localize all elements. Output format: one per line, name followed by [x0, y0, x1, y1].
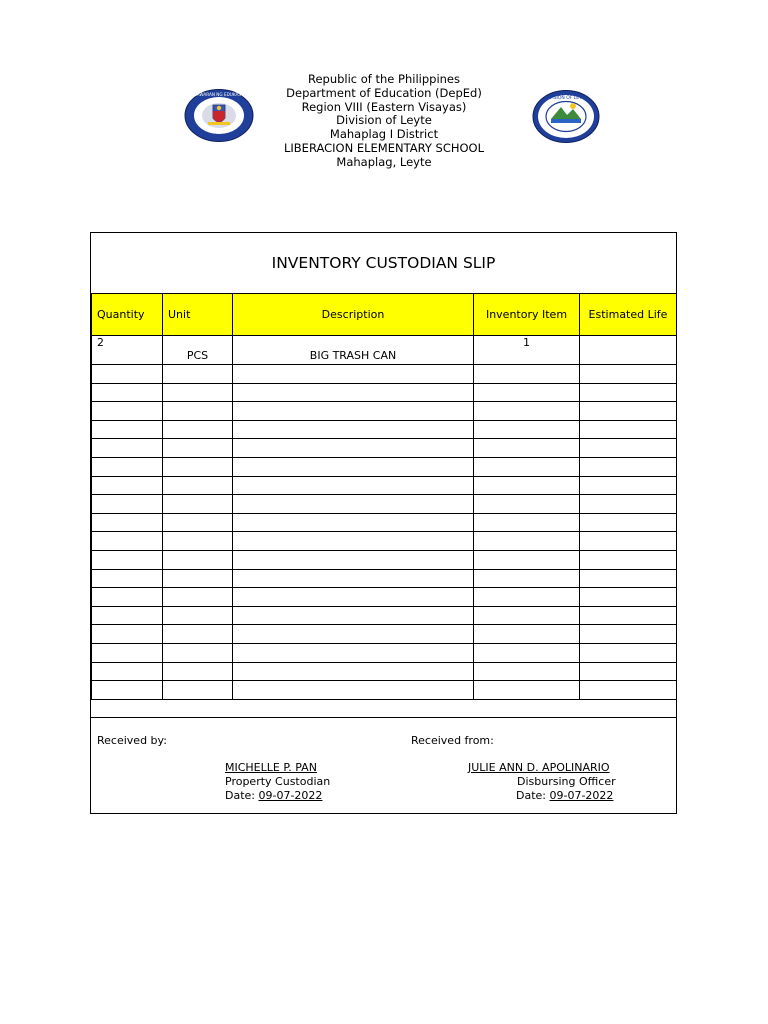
table-row: [92, 495, 677, 514]
empty-cell: [474, 606, 580, 625]
empty-cell: [233, 476, 474, 495]
empty-cell: [474, 420, 580, 439]
received-from-label: Received from:: [411, 734, 494, 747]
table-row: [92, 625, 677, 644]
column-header-estimated-life: Estimated Life: [580, 294, 677, 336]
empty-cell: [163, 625, 233, 644]
empty-cell: [580, 588, 677, 607]
empty-cell: [163, 550, 233, 569]
empty-cell: [233, 681, 474, 700]
table-row: [92, 402, 677, 421]
empty-cell: [474, 532, 580, 551]
empty-cell: [474, 588, 580, 607]
items-table: [91, 293, 677, 700]
empty-cell: [92, 402, 163, 421]
division-of-leyte-seal-icon: [531, 89, 601, 144]
empty-cell: [92, 625, 163, 644]
empty-cell: [163, 457, 233, 476]
empty-cell: [163, 439, 233, 458]
table-row: [92, 420, 677, 439]
table-row: [92, 681, 677, 700]
empty-cell: [163, 662, 233, 681]
empty-cell: [92, 681, 163, 700]
receiver-title: Property Custodian: [225, 775, 331, 788]
empty-cell: [92, 643, 163, 662]
empty-cell: [163, 532, 233, 551]
table-row: [92, 513, 677, 532]
empty-cell: [163, 420, 233, 439]
empty-cell: [92, 513, 163, 532]
empty-cell: [163, 513, 233, 532]
empty-cell: [92, 588, 163, 607]
empty-cell: [474, 365, 580, 384]
empty-cell: [92, 569, 163, 588]
empty-cell: [163, 402, 233, 421]
table-row: [92, 383, 677, 402]
deped-seal-icon: [183, 88, 255, 143]
header-line-school: LIBERACION ELEMENTARY SCHOOL: [283, 140, 485, 155]
cell-quantity: 2: [92, 336, 163, 365]
empty-cell: [580, 439, 677, 458]
letterhead: [0, 73, 768, 170]
empty-cell: [474, 457, 580, 476]
empty-cell: [233, 588, 474, 607]
table-row: [92, 532, 677, 551]
empty-cell: [233, 606, 474, 625]
table-row: [92, 588, 677, 607]
empty-cell: [580, 383, 677, 402]
column-header-unit: Unit: [163, 294, 233, 336]
empty-cell: [580, 476, 677, 495]
empty-cell: [233, 513, 474, 532]
empty-cell: [580, 457, 677, 476]
empty-cell: [92, 457, 163, 476]
empty-cell: [580, 625, 677, 644]
empty-cell: [92, 476, 163, 495]
signature-section: [91, 717, 676, 814]
empty-cell: [92, 439, 163, 458]
empty-cell: [474, 569, 580, 588]
cell-unit: PCS: [186, 349, 209, 362]
column-header-inventory-item: Inventory Item: [474, 294, 580, 336]
empty-cell: [92, 550, 163, 569]
header-line-division: Division of Leyte: [336, 113, 432, 128]
empty-cell: [474, 402, 580, 421]
svg-text:KAGAWARAN NG EDUKASYON: KAGAWARAN NG EDUKASYON: [188, 92, 250, 97]
received-by-label: Received by:: [97, 734, 167, 747]
empty-cell: [580, 420, 677, 439]
empty-cell: [580, 365, 677, 384]
table-row: [92, 550, 677, 569]
empty-cell: [580, 681, 677, 700]
receiver-date-label: Date:: [225, 789, 255, 802]
table-row: [92, 662, 677, 681]
empty-cell: [580, 643, 677, 662]
empty-cell: [233, 383, 474, 402]
empty-cell: [474, 439, 580, 458]
table-row: [92, 643, 677, 662]
table-row: [92, 476, 677, 495]
empty-cell: [92, 420, 163, 439]
empty-cell: [163, 588, 233, 607]
empty-cell: [92, 365, 163, 384]
table-row: [92, 365, 677, 384]
cell-inventory-item: 1: [474, 336, 580, 365]
empty-cell: [233, 402, 474, 421]
receiver-name: MICHELLE P. PAN: [225, 761, 317, 774]
giver-name: JULIE ANN D. APOLINARIO: [468, 761, 610, 774]
empty-cell: [580, 550, 677, 569]
header-line-address: Mahaplag, Leyte: [336, 154, 432, 169]
slip-title: INVENTORY CUSTODIAN SLIP: [271, 254, 496, 272]
empty-cell: [233, 457, 474, 476]
empty-cell: [474, 513, 580, 532]
empty-cell: [163, 606, 233, 625]
empty-cell: [233, 625, 474, 644]
header-line-deped: Department of Education (DepEd): [286, 85, 482, 100]
empty-cell: [233, 550, 474, 569]
column-header-description: Description: [233, 294, 474, 336]
empty-cell: [233, 495, 474, 514]
empty-cell: [580, 606, 677, 625]
table-row: [92, 606, 677, 625]
empty-cell: [233, 365, 474, 384]
empty-cell: [474, 550, 580, 569]
empty-cell: [163, 569, 233, 588]
empty-cell: [233, 662, 474, 681]
empty-cell: [474, 662, 580, 681]
table-header-row: [92, 294, 677, 336]
empty-cell: [474, 476, 580, 495]
empty-cell: [474, 495, 580, 514]
giver-date-line: [516, 789, 613, 802]
giver-title: Disbursing Officer: [517, 775, 616, 788]
empty-cell: [474, 625, 580, 644]
header-line-region: Region VIII (Eastern Visayas): [301, 99, 467, 114]
column-header-quantity: Quantity: [92, 294, 163, 336]
table-row: [92, 457, 677, 476]
giver-date-label: Date:: [516, 789, 546, 802]
empty-cell: [233, 569, 474, 588]
empty-cell: [163, 681, 233, 700]
empty-cell: [163, 365, 233, 384]
empty-cell: [163, 383, 233, 402]
empty-cell: [92, 606, 163, 625]
empty-cell: [233, 532, 474, 551]
empty-cell: [580, 532, 677, 551]
empty-cell: [163, 476, 233, 495]
empty-cell: [580, 495, 677, 514]
empty-cell: [233, 643, 474, 662]
empty-cell: [163, 495, 233, 514]
empty-rows: [92, 365, 677, 700]
empty-cell: [580, 569, 677, 588]
inventory-custodian-slip: [90, 232, 677, 814]
empty-cell: [580, 402, 677, 421]
receiver-date-line: [225, 789, 322, 802]
header-line-district: Mahaplag I District: [329, 127, 439, 142]
empty-cell: [233, 439, 474, 458]
cell-description: BIG TRASH CAN: [309, 349, 397, 362]
cell-estimated-life: [580, 336, 677, 365]
empty-cell: [92, 383, 163, 402]
empty-cell: [163, 643, 233, 662]
receiver-date: 09-07-2022: [258, 789, 323, 802]
table-row: [92, 569, 677, 588]
empty-cell: [92, 532, 163, 551]
empty-cell: [474, 383, 580, 402]
empty-cell: [474, 643, 580, 662]
empty-cell: [92, 495, 163, 514]
empty-cell: [474, 681, 580, 700]
header-line-republic: Republic of the Philippines: [307, 72, 461, 86]
table-row: [92, 336, 677, 365]
empty-cell: [233, 420, 474, 439]
giver-date: 09-07-2022: [549, 789, 614, 802]
empty-cell: [92, 662, 163, 681]
table-row: [92, 439, 677, 458]
empty-cell: [580, 513, 677, 532]
empty-cell: [580, 662, 677, 681]
svg-text:DIVISION OF LEYTE: DIVISION OF LEYTE: [544, 96, 588, 101]
